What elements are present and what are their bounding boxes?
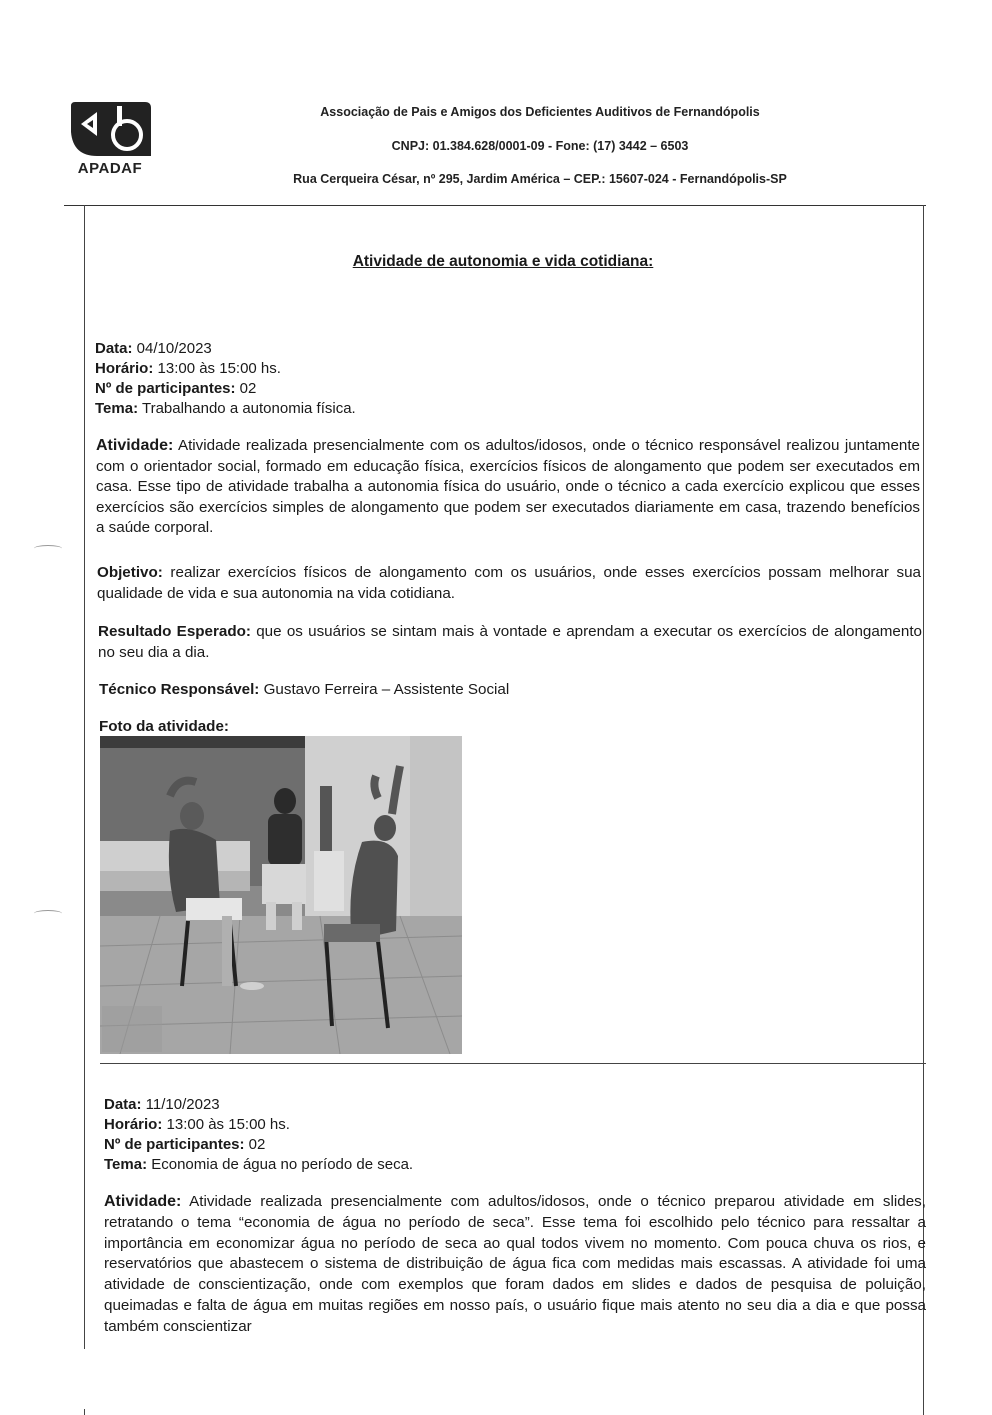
ear-logo-icon [67,98,153,160]
expected-result-text: que os usuários se sintam mais à vontade e aprendam a executar os exercícios de alongamento no seu dia a dia. [98,623,922,661]
apadaf-logo [64,98,156,180]
technician-text: Gustavo Ferreira – Assistente Social [259,681,510,698]
participants-label: Nº de participantes: [95,380,236,397]
date-label: Data: [95,340,133,357]
report-title: Atividade de autonomia e vida cotidiana: [352,253,654,270]
participants-value: 02 [235,380,257,397]
entry1-activity [96,436,920,539]
entry1-expected [98,622,922,663]
activity-text: Atividade realizada presencialmente com os adultos/idosos, onde o técnico responsável realizou juntamente com o orientador social, formado em educação física, exercícios físicos de alongamento que podem ser executados em casa. Esse tipo de atividade trabalha a autonomia física do usuário, onde o técnico a cada exercício explicou que esses exercícios são exercícios simples de alongamento que podem ser executados diariamente em casa, trazendo benefícios a saúde corporal. [96,437,920,536]
entry1-technician [99,680,923,701]
objective-text: realizar exercícios físicos de alongamento com os usuários, onde esses exercícios possam melhorar sua qualidade de vida e sua autonomia na vida cotidiana. [97,564,921,602]
page-bottom-edge [84,1349,922,1409]
theme-value: Trabalhando a autonomia física. [138,400,356,417]
participants-value: 02 [244,1136,266,1153]
theme-label: Tema: [95,400,139,417]
activity-text: Atividade realizada presencialmente com adultos/idosos, onde o técnico preparou atividade em slides, retratando o tema “economia de água no período de seca”. Esse tema foi escolhido pelo técnico para ressaltar a importância em economizar água no período de seca ao qual todos vivem no momento. Com pouca chuva os rios, e reservatórios que abastecem o sistema de distribuição de água fica com medidas mais escassas. A atividade foi uma atividade de conscientização, onde com exemplos que foram dados em slides e dados de pesquisa de poluição, queimadas e falta de água em muitas regiões em nosso país, o usuário fique mais atento no seu dia a dia e que possa também conscientizar [104,1193,926,1335]
photo-label: Foto da atividade: [99,718,229,735]
entry1-meta [95,339,917,419]
date-value: 04/10/2023 [132,340,212,357]
address-line: Rua Cerqueira César, nº 295, Jardim América – CEP.: 15607-024 - Fernandópolis-SP [293,172,787,186]
date-value: 11/10/2023 [141,1096,220,1113]
time-value: 13:00 às 15:00 hs. [153,360,281,377]
entry2-meta [104,1095,926,1175]
org-name: Associação de Pais e Amigos dos Deficientes Auditivos de Fernandópolis [320,105,760,119]
time-value: 13:00 às 15:00 hs. [162,1116,290,1133]
entry2-activity [104,1192,926,1338]
participants-label: Nº de participantes: [104,1136,245,1153]
theme-label: Tema: [104,1156,148,1173]
logo-text: APADAF [77,160,143,177]
time-label: Horário: [104,1116,163,1133]
theme-value: Economia de água no período de seca. [147,1156,414,1173]
margin-mark [34,545,62,552]
entry1-photo-caption [99,717,923,738]
margin-mark [34,910,62,917]
entry1-objective [97,563,921,604]
expected-result-label: Resultado Esperado: [98,623,251,640]
activity-label: Atividade: [104,1193,182,1210]
cnpj-line: CNPJ: 01.384.628/0001-09 - Fone: (17) 3442 – 6503 [391,139,689,153]
date-label: Data: [104,1096,142,1113]
time-label: Horário: [95,360,154,377]
objective-label: Objetivo: [97,564,163,581]
technician-label: Técnico Responsável: [99,681,260,698]
section-divider [100,1063,926,1064]
activity-label: Atividade: [96,437,174,454]
activity-photo [100,736,462,1054]
